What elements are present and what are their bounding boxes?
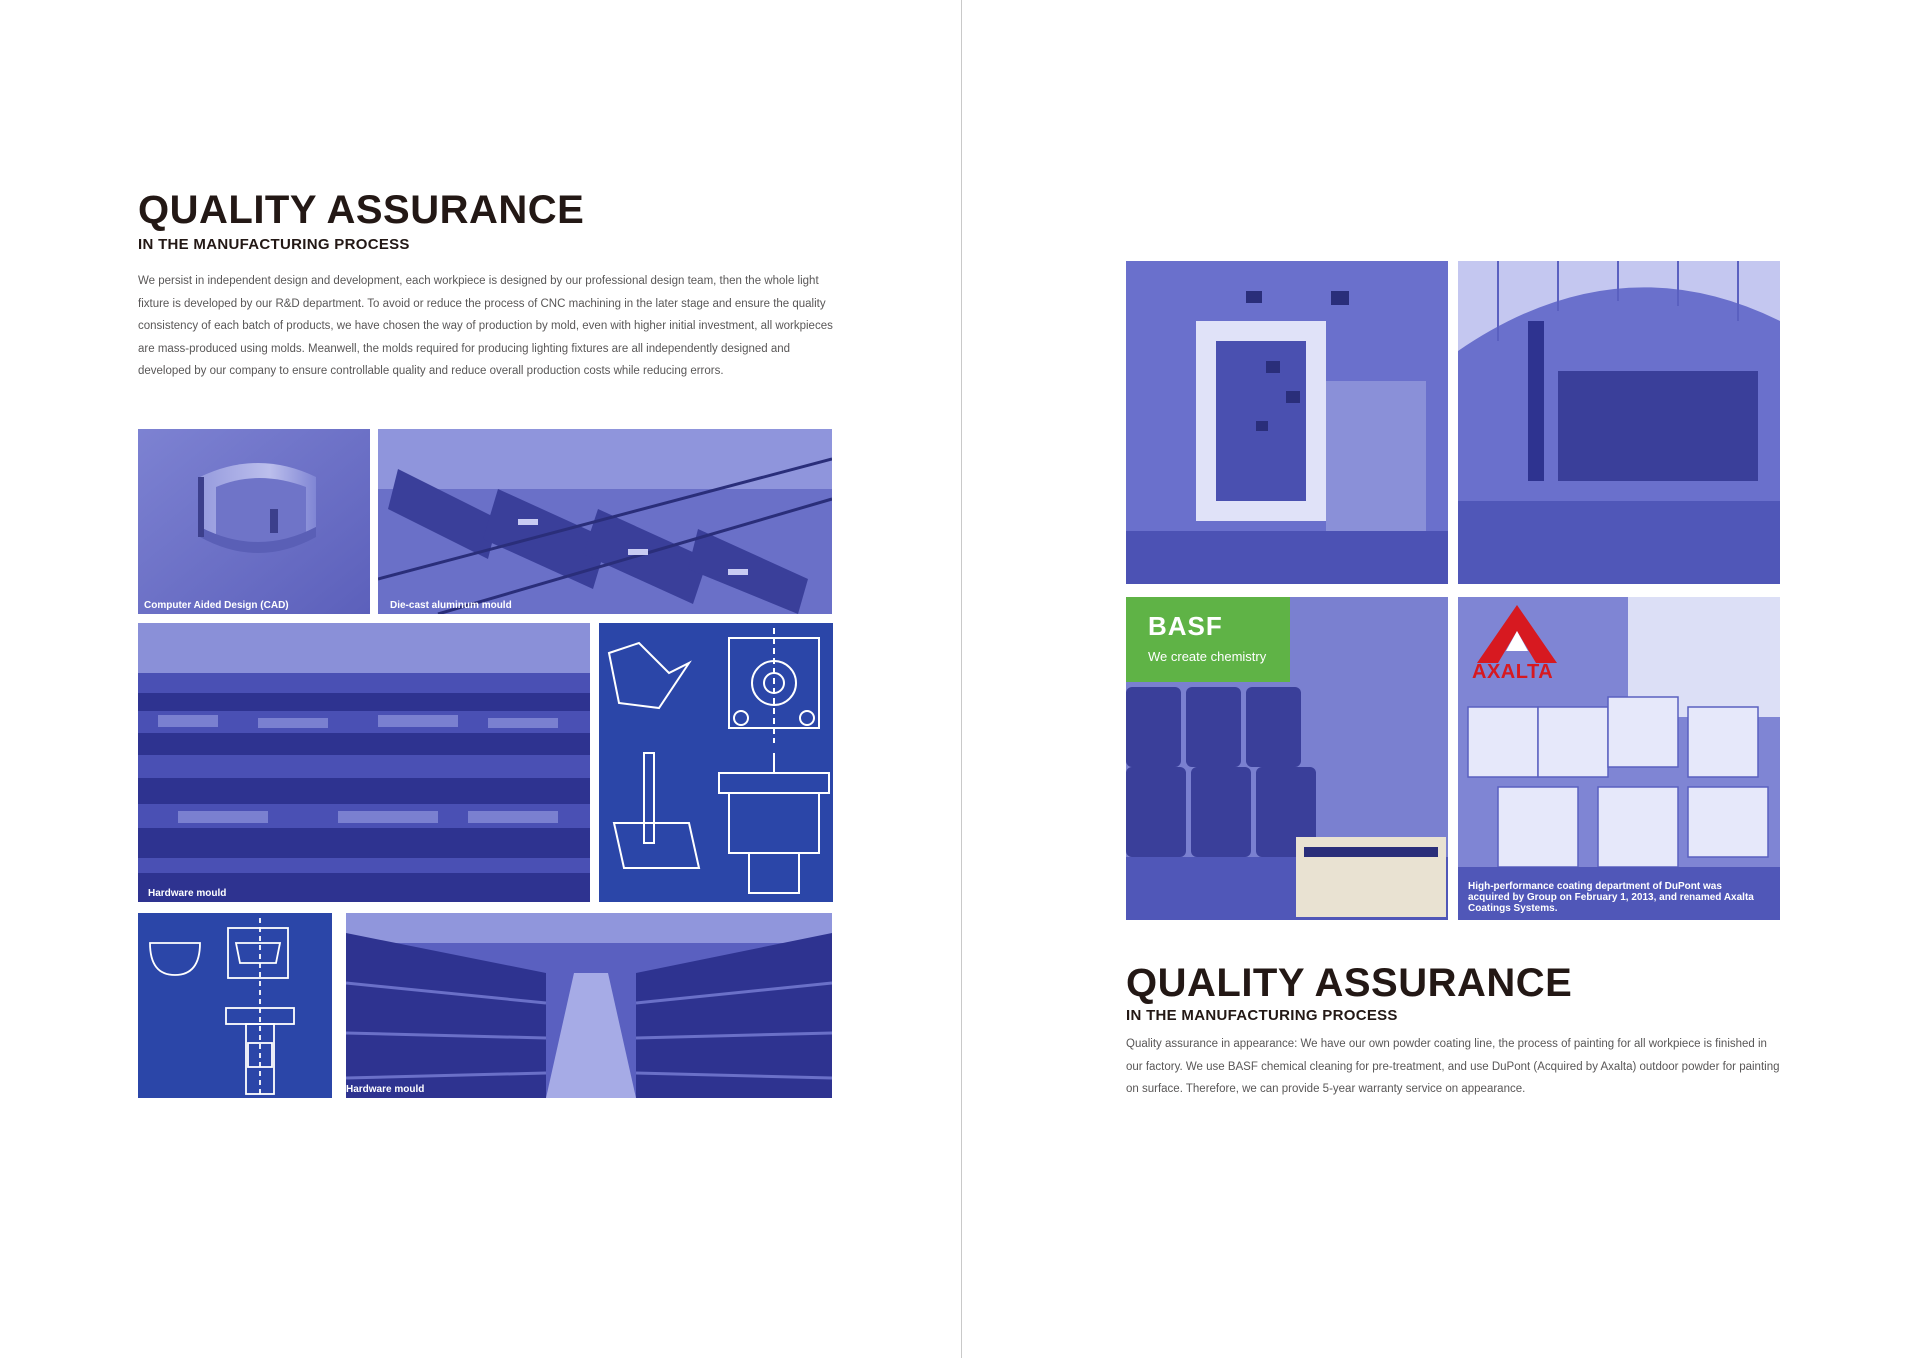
basf-tagline: We create chemistry (1148, 649, 1267, 664)
photo-basf-chemicals (1126, 597, 1448, 920)
photo-coating-booth (1126, 261, 1448, 584)
axalta-caption: High-performance coating department of DuPont was acquired by Group on February 1, 2013, and renamed Axalta Coatings Systems. (1468, 881, 1754, 914)
right-body: Quality assurance in appearance: We have our own powder coating line, the process of painting for all workpiece is finished in our factory. We use BASF chemical cleaning for pre-treatment, and use DuPont (Acquired by Axalta) outdoor powder for painting on surface. Therefore, we can provide 5-year warranty service on appearance. (1126, 1038, 1780, 1095)
right-subtitle: IN THE MANUFACTURING PROCESS (1126, 1007, 1398, 1024)
left-body: We persist in independent design and development, each workpiece is designed by our professional design team, then the whole light fixture is developed by our R&D department. To avoid or reduce the process of CNC machining in the later stage and ensure the quality consistency of each batch of products, we have chosen the way of production by mold, even with higher initial investment, all workpieces are mass-produced using molds. Meanwell, the molds required for producing lighting fixtures are all independently designed and developed by our company to ensure controllable quality and reduce overall production costs while reducing errors. (138, 275, 833, 377)
left-subtitle: IN THE MANUFACTURING PROCESS (138, 236, 410, 253)
cad-ring-render (138, 429, 370, 614)
blueprint-drawing-1 (599, 623, 833, 902)
photo-coating-line (1458, 261, 1780, 584)
axalta-a-icon (1472, 603, 1562, 665)
basf-logo (1126, 597, 1290, 682)
photo-axalta-powder (1458, 597, 1780, 920)
page-gutter (961, 0, 962, 1358)
hardware-mould-racks-graphic (138, 623, 590, 902)
right-title: QUALITY ASSURANCE (1126, 961, 1573, 1005)
coating-line-graphic (1458, 261, 1780, 584)
blueprint-lines-graphic (599, 623, 833, 902)
diecast-mould-graphic (378, 429, 832, 614)
axalta-logo (1472, 603, 1562, 683)
hardware-shelves-graphic (346, 913, 832, 1098)
diecast-caption: Die-cast aluminum mould (390, 600, 512, 611)
blueprint-parts-graphic (138, 913, 332, 1098)
cad-caption: Computer Aided Design (CAD) (144, 600, 289, 611)
hardware1-caption: Hardware mould (148, 888, 227, 899)
hardware2-caption: Hardware mould (346, 1084, 425, 1095)
basf-logo-text: BASF (1148, 611, 1223, 641)
axalta-logo-text: AXALTA (1472, 661, 1554, 683)
photo-hardware-mould-2 (346, 913, 832, 1098)
coating-booth-graphic (1126, 261, 1448, 584)
photo-cad (138, 429, 370, 614)
photo-diecast (378, 429, 832, 614)
blueprint-drawing-2 (138, 913, 332, 1098)
photo-hardware-mould-1 (138, 623, 590, 902)
left-title: QUALITY ASSURANCE (138, 188, 585, 232)
